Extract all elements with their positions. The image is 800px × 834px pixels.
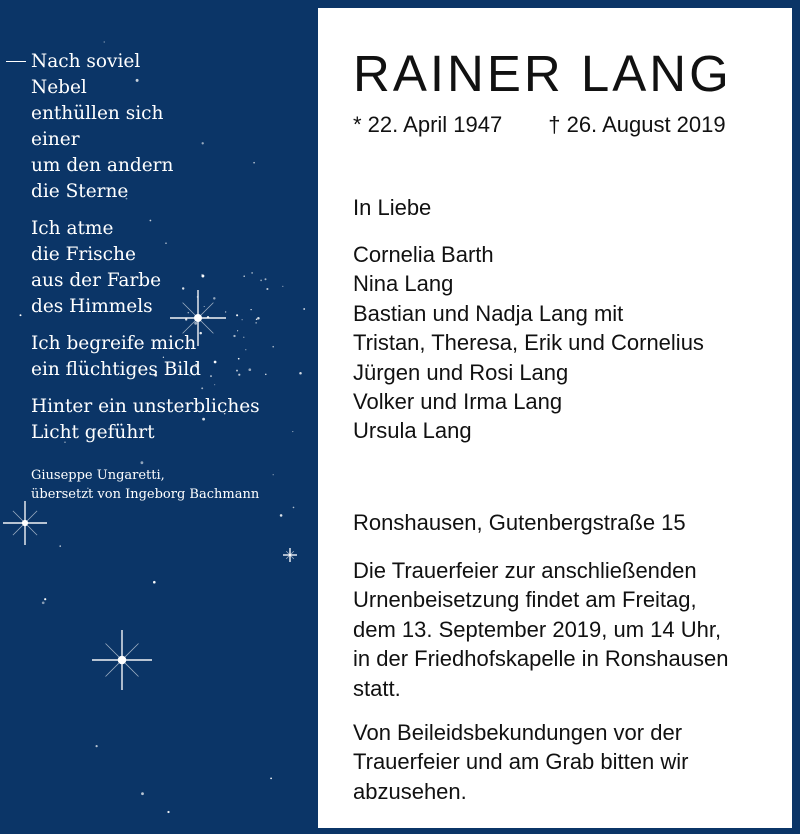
poem-attribution bbox=[31, 466, 311, 504]
family-member: Volker und Irma Lang bbox=[353, 389, 563, 415]
family-member: Bastian und Nadja Lang mit bbox=[353, 300, 624, 326]
funeral-details-line: in der Friedhofskapelle in Ronshausen bbox=[353, 646, 729, 672]
family-member: Tristan, Theresa, Erik und Cornelius bbox=[353, 330, 704, 356]
star-dot bbox=[280, 514, 283, 517]
poem-line: des Himmels bbox=[31, 296, 153, 317]
star-dot bbox=[96, 745, 98, 747]
poem-line: Nebel bbox=[31, 77, 87, 98]
poem-translator: übersetzt von Ingeborg Bachmann bbox=[31, 487, 260, 502]
star-sparkle-icon bbox=[92, 630, 152, 690]
star-dot bbox=[44, 598, 46, 600]
funeral-details-line: Urnenbeisetzung findet am Freitag, bbox=[353, 587, 697, 613]
death-date: † 26. August 2019 bbox=[548, 112, 726, 137]
funeral-details-line: statt. bbox=[353, 675, 401, 701]
poem-line: enthüllen sich bbox=[31, 103, 164, 124]
poem-line: ein flüchtiges Bild bbox=[31, 359, 201, 380]
poem-stanza-4 bbox=[31, 394, 311, 446]
condolence-line: Von Beileidsbekundungen vor der bbox=[353, 720, 683, 745]
family-member: Cornelia Barth bbox=[353, 242, 494, 267]
poem-line: Licht geführt bbox=[31, 422, 155, 443]
life-dates bbox=[353, 111, 726, 139]
poem-line: Ich atme bbox=[31, 218, 114, 239]
poem-line: die Frische bbox=[31, 244, 136, 265]
funeral-details-line: Die Trauerfeier zur anschließenden bbox=[353, 558, 697, 583]
obituary-notice bbox=[318, 8, 792, 828]
poem-line: um den andern bbox=[31, 155, 174, 176]
decorative-dash bbox=[6, 61, 26, 62]
poem-line: einer bbox=[31, 129, 80, 150]
star-dot bbox=[167, 811, 169, 813]
family-member: Jürgen und Rosi Lang bbox=[353, 359, 569, 385]
star-dot bbox=[42, 601, 45, 604]
poem-line: Nach soviel bbox=[31, 51, 141, 72]
condolence-line: Trauerfeier und am Grab bitten wir bbox=[353, 749, 689, 775]
poem-author: Giuseppe Ungaretti, bbox=[31, 468, 165, 483]
star-sparkle-icon bbox=[3, 501, 47, 545]
star-dot bbox=[270, 778, 272, 780]
poem-line: Ich begreife mich bbox=[31, 333, 197, 354]
poem-line: die Sterne bbox=[31, 181, 129, 202]
poem-line: aus der Farbe bbox=[31, 270, 162, 291]
condolence-note bbox=[353, 718, 688, 806]
star-dot bbox=[104, 41, 105, 42]
birth-date: * 22. April 1947 bbox=[353, 112, 503, 137]
funeral-details bbox=[353, 556, 728, 703]
star-dot bbox=[153, 581, 156, 584]
star-dot bbox=[293, 507, 295, 509]
address: Ronshausen, Gutenbergstraße 15 bbox=[353, 510, 686, 535]
deceased-name: RAINER LANG bbox=[353, 45, 732, 102]
mourning-intro: In Liebe bbox=[353, 195, 432, 220]
poem-line: Hinter ein unsterbliches bbox=[31, 396, 260, 417]
family-member: Ursula Lang bbox=[353, 418, 472, 444]
star-dot bbox=[20, 314, 22, 316]
family-list bbox=[353, 240, 704, 446]
star-dot bbox=[59, 545, 60, 546]
star-sparkle-icon bbox=[283, 548, 297, 562]
star-dot bbox=[141, 792, 144, 795]
poem-stanza-2 bbox=[31, 216, 311, 320]
condolence-line: abzusehen. bbox=[353, 778, 467, 804]
poem-stanza-3 bbox=[31, 331, 311, 383]
poem-stanza-1 bbox=[31, 49, 311, 205]
family-member: Nina Lang bbox=[353, 271, 454, 297]
poem bbox=[31, 49, 311, 504]
funeral-details-line: dem 13. September 2019, um 14 Uhr, bbox=[353, 616, 722, 642]
